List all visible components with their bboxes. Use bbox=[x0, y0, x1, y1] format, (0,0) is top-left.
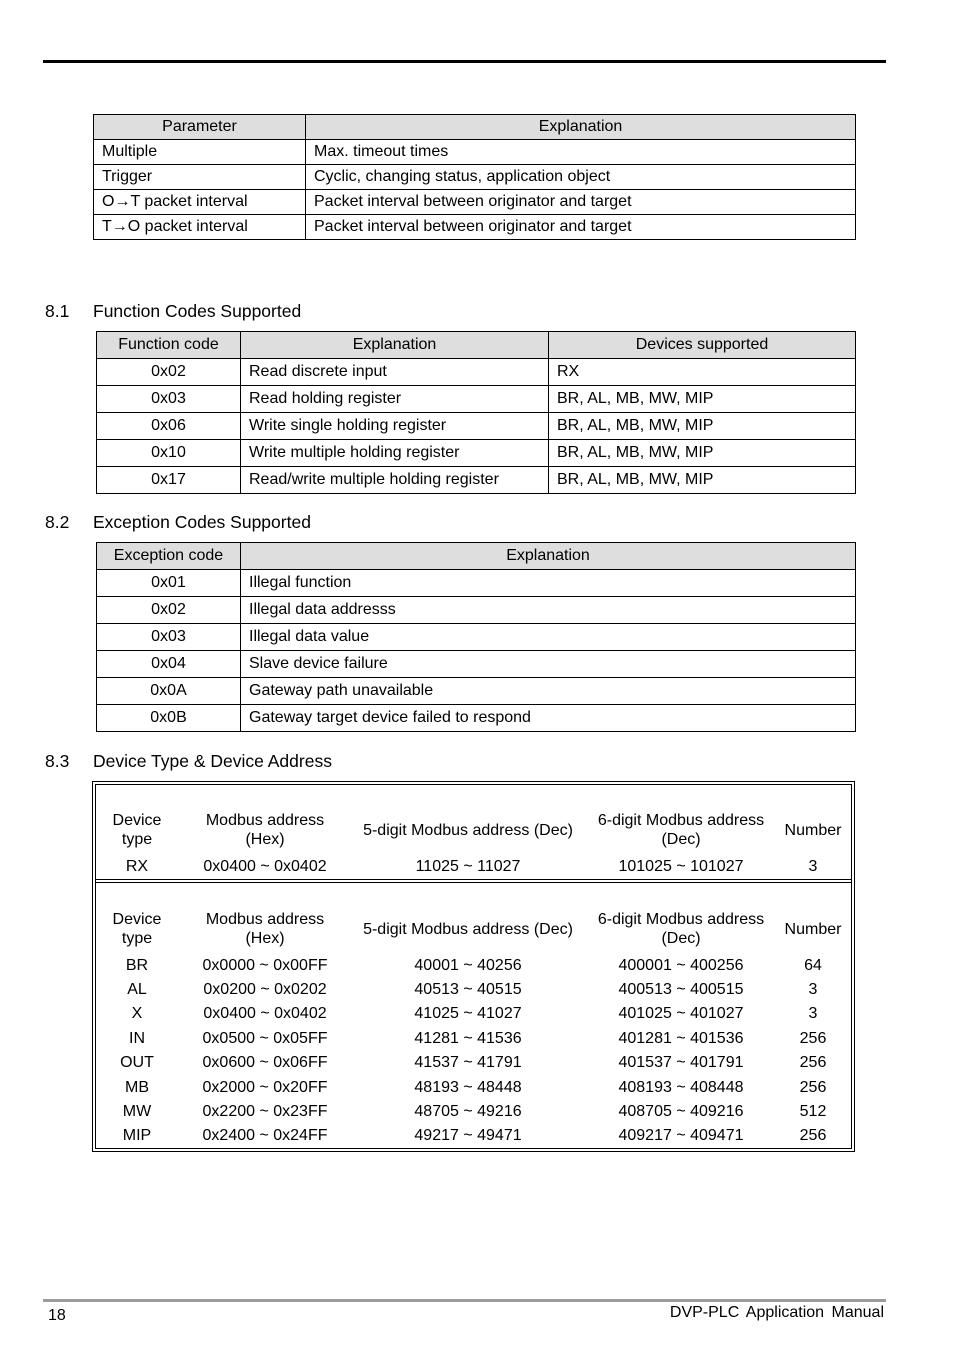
function-code-cell: 0x10 bbox=[97, 440, 241, 467]
section-heading-8-2 bbox=[45, 512, 311, 532]
hex-address-cell: 0x0000 ~ 0x00FF bbox=[202, 956, 328, 974]
parameter-cell: O→T packet interval bbox=[94, 190, 306, 215]
five-digit-address-cell: 48705 ~ 49216 bbox=[414, 1103, 522, 1121]
hex-address-header: Modbus address (Hex) bbox=[205, 812, 325, 848]
five-digit-address-cell: 49217 ~ 49471 bbox=[414, 1127, 522, 1145]
hex-address-cell: 0x0600 ~ 0x06FF bbox=[202, 1054, 328, 1072]
device-row bbox=[96, 1026, 851, 1050]
six-digit-address-header: 6-digit Modbus address (Dec) bbox=[597, 911, 765, 947]
hex-address-cell: 0x0200 ~ 0x0202 bbox=[203, 981, 327, 999]
parameter-cell: Multiple bbox=[94, 140, 306, 165]
table-row bbox=[97, 359, 856, 386]
device-group-bit bbox=[96, 811, 851, 878]
exception-code-cell: 0x03 bbox=[97, 624, 241, 651]
six-digit-address-cell: 400001 ~ 400256 bbox=[618, 956, 744, 974]
six-digit-address-cell: 401025 ~ 401027 bbox=[618, 1005, 744, 1023]
hex-address-header: Modbus address (Hex) bbox=[205, 911, 325, 947]
devices-supported-cell: BR, AL, MB, MW, MIP bbox=[549, 386, 856, 413]
five-digit-address-cell: 41537 ~ 41791 bbox=[414, 1054, 522, 1072]
section-number: 8.3 bbox=[45, 751, 70, 771]
parameter-table bbox=[93, 114, 856, 240]
number-cell: 256 bbox=[799, 1054, 827, 1072]
group-divider bbox=[96, 879, 851, 883]
device-type-cell: RX bbox=[125, 857, 149, 875]
exception-explanation-cell: Gateway target device failed to respond bbox=[241, 705, 856, 732]
table-row bbox=[94, 215, 856, 240]
device-type-cell: OUT bbox=[120, 1054, 154, 1072]
number-cell: 3 bbox=[808, 981, 818, 999]
device-type-cell: MIP bbox=[122, 1127, 152, 1145]
function-code-header: Function code bbox=[97, 332, 241, 359]
five-digit-address-cell: 41025 ~ 41027 bbox=[414, 1005, 522, 1023]
table-row bbox=[97, 705, 856, 732]
table-row bbox=[97, 678, 856, 705]
device-row bbox=[96, 1124, 851, 1148]
exception-explanation-cell: Gateway path unavailable bbox=[241, 678, 856, 705]
number-header: Number bbox=[784, 920, 842, 938]
section-heading-8-3 bbox=[45, 751, 332, 771]
table-row bbox=[97, 467, 856, 494]
number-cell: 64 bbox=[804, 956, 822, 974]
function-explanation-cell: Write single holding register bbox=[241, 413, 549, 440]
table-row bbox=[97, 597, 856, 624]
five-digit-address-cell: 11025 ~ 11027 bbox=[415, 857, 521, 875]
table-row bbox=[97, 651, 856, 678]
number-cell: 3 bbox=[808, 857, 818, 875]
section-number: 8.1 bbox=[45, 301, 70, 321]
function-explanation-cell: Read/write multiple holding register bbox=[241, 467, 549, 494]
number-cell: 3 bbox=[808, 1005, 818, 1023]
devices-supported-cell: BR, AL, MB, MW, MIP bbox=[549, 440, 856, 467]
function-explanation-cell: Write multiple holding register bbox=[241, 440, 549, 467]
group-header-row bbox=[96, 910, 851, 948]
parameter-explanation-cell: Max. timeout times bbox=[306, 140, 856, 165]
number-cell: 512 bbox=[799, 1103, 827, 1121]
hex-address-cell: 0x2000 ~ 0x20FF bbox=[202, 1078, 328, 1096]
hex-address-cell: 0x0400 ~ 0x0402 bbox=[203, 1005, 327, 1023]
five-digit-address-header: 5-digit Modbus address (Dec) bbox=[363, 920, 573, 938]
footer-rule bbox=[43, 1299, 886, 1302]
device-type-cell: X bbox=[131, 1005, 143, 1023]
number-cell: 256 bbox=[799, 1127, 827, 1145]
function-code-cell: 0x02 bbox=[97, 359, 241, 386]
parameter-explanation-header: Explanation bbox=[306, 115, 856, 140]
section-title: Function Codes Supported bbox=[93, 301, 302, 321]
parameter-explanation-cell: Cyclic, changing status, application object bbox=[306, 165, 856, 190]
six-digit-address-cell: 101025 ~ 101027 bbox=[618, 857, 744, 875]
six-digit-address-cell: 400513 ~ 400515 bbox=[618, 981, 744, 999]
exception-explanation-cell: Illegal data addresss bbox=[241, 597, 856, 624]
five-digit-address-header: 5-digit Modbus address (Dec) bbox=[363, 821, 573, 839]
device-row bbox=[96, 854, 851, 878]
section-number: 8.2 bbox=[45, 512, 70, 532]
table-header-row bbox=[97, 543, 856, 570]
function-explanation-cell: Read discrete input bbox=[241, 359, 549, 386]
six-digit-address-cell: 409217 ~ 409471 bbox=[618, 1127, 744, 1145]
hex-address-cell: 0x2200 ~ 0x23FF bbox=[202, 1103, 328, 1121]
parameter-explanation-cell: Packet interval between originator and target bbox=[306, 215, 856, 240]
exception-code-cell: 0x04 bbox=[97, 651, 241, 678]
table-row bbox=[97, 386, 856, 413]
device-type-cell: IN bbox=[129, 1029, 145, 1047]
device-type-cell: MW bbox=[122, 1103, 152, 1121]
six-digit-address-cell: 401281 ~ 401536 bbox=[618, 1029, 744, 1047]
function-code-cell: 0x17 bbox=[97, 467, 241, 494]
five-digit-address-cell: 40001 ~ 40256 bbox=[414, 956, 522, 974]
parameter-explanation-cell: Packet interval between originator and target bbox=[306, 190, 856, 215]
table-row bbox=[97, 624, 856, 651]
number-header: Number bbox=[784, 821, 842, 839]
table-row bbox=[97, 440, 856, 467]
device-type-cell: AL bbox=[127, 981, 147, 999]
six-digit-address-cell: 408193 ~ 408448 bbox=[618, 1078, 744, 1096]
function-code-cell: 0x06 bbox=[97, 413, 241, 440]
device-row bbox=[96, 977, 851, 1001]
device-group-register bbox=[96, 910, 851, 1148]
parameter-cell: T→O packet interval bbox=[94, 215, 306, 240]
exception-code-cell: 0x01 bbox=[97, 570, 241, 597]
hex-address-cell: 0x2400 ~ 0x24FF bbox=[202, 1127, 328, 1145]
exception-code-header: Exception code bbox=[97, 543, 241, 570]
device-row bbox=[96, 1051, 851, 1075]
section-title: Device Type & Device Address bbox=[93, 751, 332, 771]
six-digit-address-header: 6-digit Modbus address (Dec) bbox=[597, 812, 765, 848]
device-row bbox=[96, 953, 851, 977]
five-digit-address-cell: 48193 ~ 48448 bbox=[414, 1078, 522, 1096]
number-cell: 256 bbox=[799, 1029, 827, 1047]
device-type-header: Device type bbox=[112, 911, 162, 947]
devices-supported-cell: BR, AL, MB, MW, MIP bbox=[549, 413, 856, 440]
header-rule bbox=[43, 60, 886, 63]
device-address-table bbox=[92, 781, 855, 1152]
hex-address-cell: 0x0500 ~ 0x05FF bbox=[202, 1029, 328, 1047]
device-row bbox=[96, 1002, 851, 1026]
manual-title: DVP-PLC Application Manual bbox=[669, 1304, 884, 1321]
table-row bbox=[94, 165, 856, 190]
parameter-header: Parameter bbox=[94, 115, 306, 140]
hex-address-cell: 0x0400 ~ 0x0402 bbox=[203, 857, 327, 875]
table-row bbox=[94, 140, 856, 165]
section-title: Exception Codes Supported bbox=[93, 512, 311, 532]
group-header-row bbox=[96, 811, 851, 849]
exception-explanation-header: Explanation bbox=[241, 543, 856, 570]
device-row bbox=[96, 1099, 851, 1123]
six-digit-address-cell: 401537 ~ 401791 bbox=[618, 1054, 744, 1072]
function-explanation-header: Explanation bbox=[241, 332, 549, 359]
function-code-cell: 0x03 bbox=[97, 386, 241, 413]
six-digit-address-cell: 408705 ~ 409216 bbox=[618, 1103, 744, 1121]
exception-explanation-cell: Illegal function bbox=[241, 570, 856, 597]
device-type-cell: MB bbox=[125, 1078, 149, 1096]
device-row bbox=[96, 1075, 851, 1099]
exception-explanation-cell: Slave device failure bbox=[241, 651, 856, 678]
table-header-row bbox=[94, 115, 856, 140]
exception-code-cell: 0x02 bbox=[97, 597, 241, 624]
exception-codes-table bbox=[96, 542, 856, 732]
devices-supported-header: Devices supported bbox=[549, 332, 856, 359]
device-type-header: Device type bbox=[112, 812, 162, 848]
table-row bbox=[97, 413, 856, 440]
device-type-cell: BR bbox=[125, 956, 149, 974]
exception-code-cell: 0x0B bbox=[97, 705, 241, 732]
table-row bbox=[94, 190, 856, 215]
exception-explanation-cell: Illegal data value bbox=[241, 624, 856, 651]
five-digit-address-cell: 41281 ~ 41536 bbox=[414, 1029, 522, 1047]
devices-supported-cell: RX bbox=[549, 359, 856, 386]
table-row bbox=[97, 570, 856, 597]
exception-code-cell: 0x0A bbox=[97, 678, 241, 705]
section-heading-8-1 bbox=[45, 301, 301, 321]
five-digit-address-cell: 40513 ~ 40515 bbox=[414, 981, 522, 999]
table-header-row bbox=[97, 332, 856, 359]
number-cell: 256 bbox=[799, 1078, 827, 1096]
function-codes-table bbox=[96, 331, 856, 494]
devices-supported-cell: BR, AL, MB, MW, MIP bbox=[549, 467, 856, 494]
page-number: 18 bbox=[48, 1307, 66, 1324]
parameter-cell: Trigger bbox=[94, 165, 306, 190]
function-explanation-cell: Read holding register bbox=[241, 386, 549, 413]
